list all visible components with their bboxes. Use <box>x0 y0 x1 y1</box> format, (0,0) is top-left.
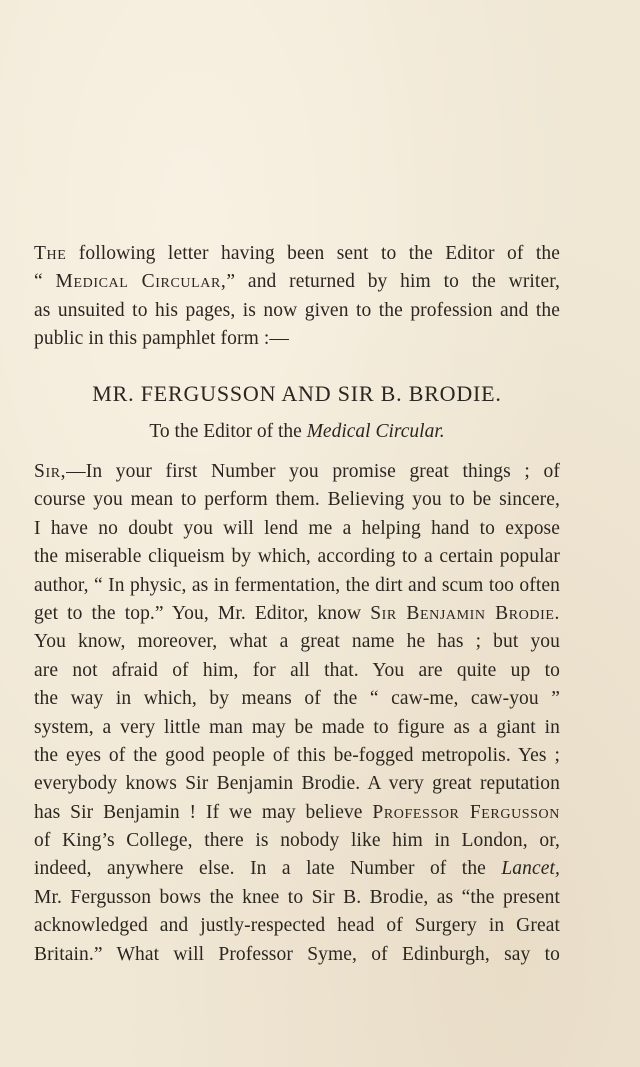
letter-line: get to the top.” You, Mr. Editor, know Sir Benjamin Brodie. <box>34 602 560 624</box>
letter-line: system, a very little man may be made to figure as a giant in <box>34 716 560 738</box>
letter-line: are not afraid of him, for all that. You are quite up to <box>34 659 560 681</box>
letter-line: has Sir Benjamin ! If we may believe Professor Fergusson <box>34 801 560 823</box>
letter-line: You know, moreover, what a great name he has ; but you <box>34 631 560 653</box>
letter-line: author, “ In physic, as in fermentation, the dirt and scum too often <box>34 574 560 596</box>
letter-line: Britain.” What will Professor Syme, of Edinburgh, say to <box>34 943 560 965</box>
intro-line: public in this pamphlet form :— <box>34 328 289 350</box>
journal-title: Medical Circular. <box>306 421 445 442</box>
letter-line: acknowledged and justly-respected head of Surgery in Great <box>34 915 560 937</box>
letter-line: the miserable cliqueism by which, according to a certain popular <box>34 546 560 568</box>
intro-line: The following letter having been sent to the Editor of the <box>34 243 560 264</box>
letter-line: Sir,—In your first Number you promise great things ; of <box>34 461 560 482</box>
letter-body <box>34 458 560 969</box>
salutation: To the Editor of the Medical Circular. <box>149 421 445 442</box>
letter-line: the eyes of the good people of this be-fogged metropolis. Yes ; <box>34 744 560 766</box>
intro-line: “ Medical Circular,” and returned by him to the writer, <box>34 271 560 293</box>
letter-line: of King’s College, there is nobody like him in London, or, <box>34 830 560 852</box>
letter-line: course you mean to perform them. Believing you to be sincere, <box>34 489 560 511</box>
letter-line: Mr. Fergusson bows the knee to Sir B. Brodie, as “the present <box>34 886 560 908</box>
intro-paragraph <box>34 240 560 354</box>
letter-line: I have no doubt you will lend me a helping hand to expose <box>34 517 560 539</box>
letter-line: the way in which, by means of the “ caw-me, caw-you ” <box>34 688 560 710</box>
intro-line: as unsuited to his pages, is now given to the profession and the <box>34 299 560 321</box>
letter-line: indeed, anywhere else. In a late Number of the Lancet, <box>34 858 560 880</box>
letter-line: everybody knows Sir Benjamin Brodie. A very great reputation <box>34 773 560 795</box>
letter-heading: MR. FERGUSSON AND SIR B. BRODIE. <box>92 381 502 406</box>
